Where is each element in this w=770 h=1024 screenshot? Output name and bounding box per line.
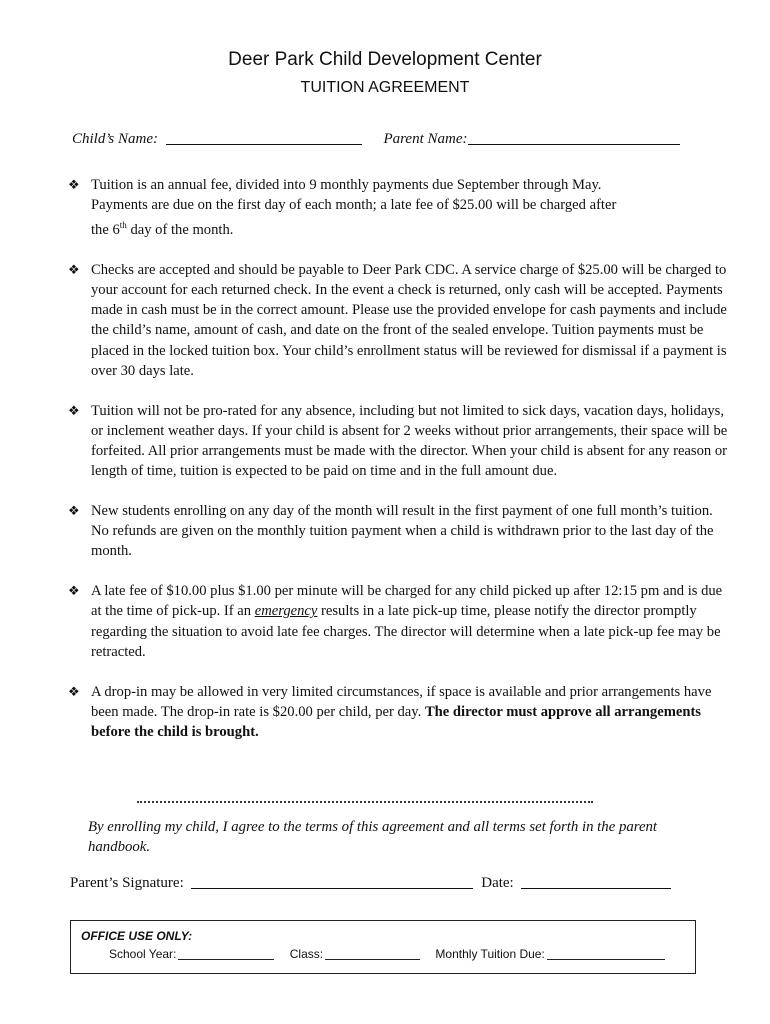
signature-row <box>70 874 671 892</box>
terms-list <box>68 175 728 762</box>
signature-field[interactable] <box>191 874 473 889</box>
list-item: ❖ Checks are accepted and should be payable to Deer Park CDC. A service charge of $25.00 will be charged to your account for each returned check. In the event a check is returned, only cash will be accepted. Payments made in cash must be in the correct amount. Please use the provided envelope for cash payments and include the child’s name, amount of cash, and date on the front of the sealed envelope. Tuition payments must be placed in the locked tuition box. Your child’s enrollment status will be reviewed for dismissal if a payment is over 30 days late. <box>68 262 727 379</box>
list-item: ❖ Tuition will not be pro-rated for any absence, including but not limited to sick days, vacation days, holidays, or inclement weather days. If your child is absent for 2 weeks without prior arrangements, their space will be forfeited. All prior arrangements must be made with the director. When your child is absent for any reason or length of time, tuition is expected to be paid on time and in the full amount due. <box>68 402 728 479</box>
parent-name-field[interactable] <box>468 130 680 145</box>
document-title: Deer Park Child Development Center <box>228 49 542 70</box>
parent-name-label: Parent Name: <box>383 131 468 147</box>
signature-label: Parent’s Signature: <box>70 875 184 891</box>
child-name-field[interactable] <box>166 130 362 145</box>
name-fields-row <box>72 130 680 148</box>
diamond-bullet-icon: ❖ <box>68 177 80 192</box>
office-use-fields <box>109 947 677 961</box>
class-field[interactable] <box>325 948 420 960</box>
school-year-field[interactable] <box>178 948 274 960</box>
document-subtitle: TUITION AGREEMENT <box>300 79 470 96</box>
monthly-tuition-field[interactable] <box>547 948 665 960</box>
diamond-bullet-icon: ❖ <box>68 262 80 278</box>
monthly-tuition-label: Monthly Tuition Due: <box>435 947 545 961</box>
child-name-label: Child’s Name: <box>72 131 158 147</box>
diamond-bullet-icon: ❖ <box>68 402 80 418</box>
date-field[interactable] <box>521 874 671 889</box>
diamond-bullet-icon: ❖ <box>68 583 80 599</box>
date-label: Date: <box>481 875 514 891</box>
agreement-statement: By enrolling my child, I agree to the terms of this agreement and all terms set forth in the parent handbook. <box>88 819 658 855</box>
school-year-label: School Year: <box>109 947 177 961</box>
dotted-divider <box>137 797 593 803</box>
list-item: ❖ New students enrolling on any day of the month will result in the first payment of one full month’s tuition. No refunds are given on the monthly tuition payment when a child is withdrawn prior to the last day of the month. <box>68 503 714 560</box>
diamond-bullet-icon: ❖ <box>68 503 80 519</box>
office-use-heading: OFFICE USE ONLY: <box>81 929 193 943</box>
list-item: ❖ A drop-in may be allowed in very limited circumstances, if space is available and prior arrangements have been made. The drop-in rate is $20.00 per child, per day. The director must approve all arrangements before the child is brought. <box>68 683 712 740</box>
list-item: ❖ Tuition is an annual fee, divided into 9 monthly payments due September through May. Payments are due on the first day of each month; a late fee of $25.00 will be charged after the 6th day of the month. <box>68 177 617 239</box>
class-label: Class: <box>289 947 324 961</box>
diamond-bullet-icon: ❖ <box>68 683 80 699</box>
list-item: ❖ A late fee of $10.00 plus $1.00 per minute will be charged for any child picked up after 12:15 pm and is due at the time of pick-up. If an emergency results in a late pick-up time, please notify the director promptly regarding the situation to avoid late fee charges. The director will determine when a late pick-up fee may be retracted. <box>68 583 723 660</box>
office-use-box <box>70 920 696 974</box>
